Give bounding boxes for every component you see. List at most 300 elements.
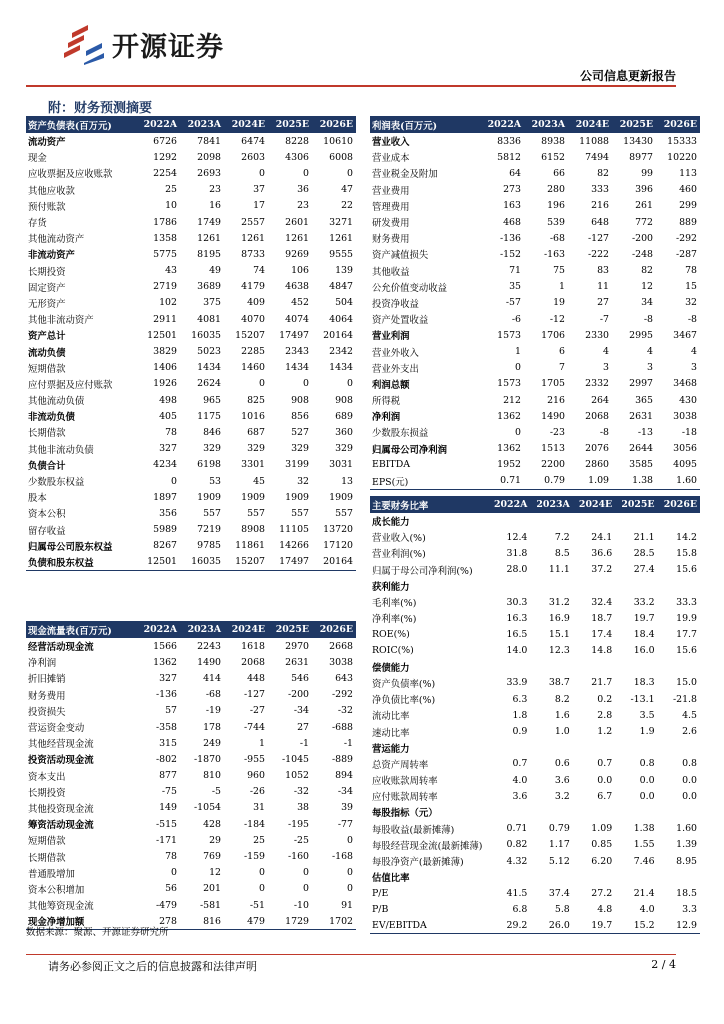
row-value: 4234 xyxy=(153,459,177,471)
row-value: 365 xyxy=(635,394,653,406)
row-value: 769 xyxy=(203,851,221,863)
row-value: 0.0 xyxy=(639,790,655,802)
row-value: 23 xyxy=(297,200,309,212)
row-value: -19 xyxy=(205,705,221,717)
row-value: -13 xyxy=(637,426,653,438)
table-row xyxy=(370,659,700,675)
row-value: 648 xyxy=(591,216,609,228)
row-value: 264 xyxy=(591,394,609,406)
row-value: 17.4 xyxy=(591,628,613,640)
table-row xyxy=(370,772,700,788)
row-value: 4179 xyxy=(241,281,265,293)
row-value: -7 xyxy=(599,313,609,325)
row-value: 2860 xyxy=(585,459,609,471)
row-value: 31 xyxy=(253,802,265,814)
row-value: 2.6 xyxy=(682,726,697,738)
row-value: 3 xyxy=(691,362,697,374)
row-value: 5.12 xyxy=(548,855,570,867)
row-value: 4074 xyxy=(285,313,309,325)
row-value: 4.0 xyxy=(512,774,528,786)
row-label: 其他非流动负债 xyxy=(28,444,94,456)
row-value: 1175 xyxy=(197,410,221,422)
row-label: 其他筹资现金流 xyxy=(28,901,94,913)
row-label: P/E xyxy=(372,887,389,899)
row-value: 8733 xyxy=(241,248,265,260)
row-value: 29 xyxy=(209,834,221,846)
row-label: 速动比率 xyxy=(372,727,410,739)
row-value: 4070 xyxy=(241,313,265,325)
table-row xyxy=(370,408,700,424)
row-value: 14.8 xyxy=(591,645,613,657)
table-row xyxy=(26,848,356,864)
table-row xyxy=(26,768,356,784)
row-value: 2719 xyxy=(153,281,177,293)
row-value: 479 xyxy=(224,913,268,929)
row-value: -195 xyxy=(287,818,309,830)
row-label: 营业费用 xyxy=(372,185,410,197)
year-header: 2026E xyxy=(656,116,700,133)
row-value: 2644 xyxy=(629,443,653,455)
row-value: 16 xyxy=(209,200,221,212)
table-row xyxy=(26,457,356,473)
row-value: 1618 xyxy=(241,640,265,652)
row-value: 0.82 xyxy=(506,839,528,851)
row-value: 2068 xyxy=(241,656,265,668)
row-value: 27.2 xyxy=(591,887,613,899)
table-row xyxy=(26,376,356,392)
row-label: 资产减值损失 xyxy=(372,250,429,262)
table-row xyxy=(26,489,356,505)
row-label: 所得税 xyxy=(372,396,401,408)
row-value: 846 xyxy=(203,426,221,438)
row-value xyxy=(658,804,700,820)
row-value: 3038 xyxy=(329,656,353,668)
row-label: 长期借款 xyxy=(28,852,66,864)
row-value: 9785 xyxy=(197,540,221,552)
row-value: 1052 xyxy=(285,770,309,782)
row-value: 30.3 xyxy=(506,596,528,608)
row-value: 460 xyxy=(679,184,697,196)
table-row xyxy=(370,133,700,149)
year-header: 2024E xyxy=(224,116,268,133)
year-header: 2022A xyxy=(136,621,180,638)
row-value: 498 xyxy=(159,394,177,406)
row-value: 9555 xyxy=(329,248,353,260)
row-value: 1729 xyxy=(268,913,312,929)
row-value: 0.0 xyxy=(597,774,613,786)
balance-sheet-table xyxy=(26,116,356,571)
income-statement-table xyxy=(370,116,700,490)
row-value: 0 xyxy=(303,378,309,390)
row-value: 1362 xyxy=(153,656,177,668)
row-value: 2601 xyxy=(285,216,309,228)
table-row xyxy=(26,522,356,538)
table-row xyxy=(370,707,700,723)
brand-name: 开源证券 xyxy=(112,31,224,63)
row-value: 1573 xyxy=(497,378,521,390)
row-value: 4.32 xyxy=(506,855,528,867)
row-value: 27 xyxy=(297,721,309,733)
row-value: 9269 xyxy=(285,248,309,260)
row-label: 财务费用 xyxy=(28,690,66,702)
row-value: -57 xyxy=(505,297,521,309)
row-value: 15.8 xyxy=(676,547,697,559)
row-value: 1292 xyxy=(153,151,177,163)
year-header: 2023A xyxy=(530,496,572,513)
row-label: 少数股东损益 xyxy=(372,428,429,440)
row-value: 1.09 xyxy=(568,473,612,489)
row-value: 0 xyxy=(303,867,309,879)
row-label: 总资产周转率 xyxy=(372,759,429,771)
table-row xyxy=(26,554,356,570)
row-value: 11861 xyxy=(235,540,265,552)
row-value: 4.8 xyxy=(597,904,613,916)
row-value: 106 xyxy=(291,265,309,277)
row-value: 6726 xyxy=(153,135,177,147)
row-value: -1870 xyxy=(193,753,221,765)
row-value: -1045 xyxy=(281,753,309,765)
row-value: 6.7 xyxy=(597,790,613,802)
row-value: 6474 xyxy=(241,135,265,147)
row-value: 2631 xyxy=(629,410,653,422)
row-value: 196 xyxy=(547,200,565,212)
row-value: 49 xyxy=(209,265,221,277)
row-value: 2693 xyxy=(197,167,221,179)
row-value: 689 xyxy=(335,410,353,422)
row-value: 2.8 xyxy=(597,709,613,721)
row-label: 应付票据及应付账款 xyxy=(28,379,113,391)
row-value: 2603 xyxy=(241,151,265,163)
table-row xyxy=(26,538,356,554)
row-value: 1434 xyxy=(329,362,353,374)
row-value: 278 xyxy=(136,913,180,929)
table-row xyxy=(26,505,356,521)
row-value: 8.2 xyxy=(554,693,570,705)
row-value: -127 xyxy=(243,689,265,701)
row-value: 7.2 xyxy=(554,531,570,543)
row-value: 1909 xyxy=(197,491,221,503)
row-value: 0 xyxy=(259,867,265,879)
row-value: 527 xyxy=(291,426,309,438)
row-value: 17 xyxy=(253,200,265,212)
table-row xyxy=(26,424,356,440)
row-value: -77 xyxy=(337,818,353,830)
row-value: 1261 xyxy=(241,232,265,244)
row-value: 261 xyxy=(635,200,653,212)
table-row xyxy=(26,816,356,832)
row-label: 折旧摊销 xyxy=(28,674,66,686)
row-label: 流动比率 xyxy=(372,711,410,723)
year-header: 2022A xyxy=(136,116,180,133)
row-value: 0 xyxy=(515,426,521,438)
table-row xyxy=(370,376,700,392)
row-value: 1926 xyxy=(153,378,177,390)
row-value: 14.2 xyxy=(676,531,697,543)
row-value: -802 xyxy=(155,753,177,765)
row-value xyxy=(488,804,530,820)
table-row xyxy=(26,165,356,181)
row-value: 4.5 xyxy=(682,709,697,721)
row-value: 0.0 xyxy=(682,790,697,802)
row-label: P/B xyxy=(372,904,389,916)
row-label: 负债合计 xyxy=(28,460,66,472)
row-value: 546 xyxy=(291,672,309,684)
row-value: 3056 xyxy=(673,443,697,455)
table-row xyxy=(370,392,700,408)
row-value: 1786 xyxy=(153,216,177,228)
row-value: 18.3 xyxy=(633,677,655,689)
row-value: 18.7 xyxy=(591,612,613,624)
source-note: 数据来源：聚源、开源证券研究所 xyxy=(26,927,169,938)
row-value: 4847 xyxy=(329,281,353,293)
row-value: 3031 xyxy=(329,459,353,471)
row-value: -248 xyxy=(631,248,653,260)
row-value: 47 xyxy=(341,184,353,196)
row-value: 1952 xyxy=(497,459,521,471)
row-value: 15.6 xyxy=(676,645,697,657)
row-value: -688 xyxy=(331,721,353,733)
row-value: 43 xyxy=(165,265,177,277)
table-row xyxy=(370,837,700,853)
table-row xyxy=(26,638,356,654)
table-row xyxy=(370,740,700,756)
row-value xyxy=(530,513,572,529)
table-row xyxy=(26,295,356,311)
row-value: -68 xyxy=(549,232,565,244)
row-value xyxy=(615,804,657,820)
table-row xyxy=(370,473,700,489)
table-row xyxy=(370,869,700,885)
row-value: 0 xyxy=(303,883,309,895)
row-value: 33.3 xyxy=(676,596,697,608)
row-value: 18.5 xyxy=(676,887,697,899)
row-value: -1 xyxy=(299,737,309,749)
table-row xyxy=(26,441,356,457)
row-value: 21.4 xyxy=(633,887,655,899)
row-value: 12 xyxy=(641,281,653,293)
row-value: 24.1 xyxy=(591,531,613,543)
row-value: 78 xyxy=(685,265,697,277)
row-value: 3271 xyxy=(329,216,353,228)
row-value: 139 xyxy=(335,265,353,277)
row-label: 营运能力 xyxy=(372,743,410,755)
row-value: 3467 xyxy=(673,329,697,341)
row-value: 91 xyxy=(341,899,353,911)
row-value: 375 xyxy=(203,297,221,309)
row-label: 应付账款周转率 xyxy=(372,792,438,804)
row-value: 825 xyxy=(247,394,265,406)
row-value: 2330 xyxy=(585,329,609,341)
table-row xyxy=(370,675,700,691)
table-row xyxy=(26,719,356,735)
row-value: 1706 xyxy=(541,329,565,341)
table-row xyxy=(370,804,700,820)
row-value: 102 xyxy=(159,297,177,309)
table-row xyxy=(26,149,356,165)
row-value: 17.7 xyxy=(676,628,697,640)
row-value: 4 xyxy=(603,346,609,358)
table-row xyxy=(370,853,700,869)
row-label: 获利能力 xyxy=(372,581,410,593)
row-value: 0.0 xyxy=(639,774,655,786)
row-label: 投资损失 xyxy=(28,706,66,718)
row-value: -479 xyxy=(155,899,177,911)
table-row xyxy=(370,821,700,837)
row-value: 0 xyxy=(347,867,353,879)
row-label: 财务费用 xyxy=(372,234,410,246)
row-label: 资本支出 xyxy=(28,771,66,783)
year-header: 2024E xyxy=(224,621,268,638)
row-value: 4 xyxy=(647,346,653,358)
financial-ratios-table xyxy=(370,496,700,934)
table-row xyxy=(26,327,356,343)
row-value: -515 xyxy=(155,818,177,830)
row-label: 留存收益 xyxy=(28,525,66,537)
row-value: 82 xyxy=(597,167,609,179)
row-label: 归属母公司股东权益 xyxy=(28,541,113,553)
row-value: 1.9 xyxy=(639,726,655,738)
row-label: 负债和股东权益 xyxy=(26,554,136,570)
table-row xyxy=(26,343,356,359)
row-value: 27 xyxy=(597,297,609,309)
row-value: 409 xyxy=(247,297,265,309)
row-value: 37 xyxy=(253,184,265,196)
table-row xyxy=(370,457,700,473)
year-header: 2025E xyxy=(268,116,312,133)
row-value: 0.8 xyxy=(639,758,655,770)
row-value: 17120 xyxy=(323,540,353,552)
row-value: 16.0 xyxy=(633,645,655,657)
row-label: 股本 xyxy=(28,493,47,505)
row-value: 1.38 xyxy=(633,823,655,835)
row-value: 396 xyxy=(635,184,653,196)
row-value: -127 xyxy=(587,232,609,244)
document-type: 公司信息更新报告 xyxy=(579,69,676,83)
row-value xyxy=(530,740,572,756)
row-value xyxy=(658,869,700,885)
table-row xyxy=(370,756,700,772)
table-row xyxy=(26,133,356,149)
row-value: 2997 xyxy=(629,378,653,390)
row-value: 4064 xyxy=(329,313,353,325)
table-row xyxy=(370,691,700,707)
row-value: 1490 xyxy=(541,410,565,422)
row-value: 2631 xyxy=(285,656,309,668)
row-value: 7 xyxy=(559,362,565,374)
row-value: 2970 xyxy=(285,640,309,652)
row-value xyxy=(488,513,530,529)
table-row xyxy=(26,214,356,230)
row-value: 7.46 xyxy=(633,855,655,867)
row-value: 5812 xyxy=(497,151,521,163)
row-value: 12501 xyxy=(136,554,180,570)
row-value: 4081 xyxy=(197,313,221,325)
row-value xyxy=(530,578,572,594)
row-label: 非流动负债 xyxy=(28,412,75,424)
row-label: 长期投资 xyxy=(28,787,66,799)
row-value: 772 xyxy=(635,216,653,228)
row-value: 448 xyxy=(247,672,265,684)
row-value: 41.5 xyxy=(506,887,528,899)
row-value: -68 xyxy=(205,689,221,701)
footer-divider xyxy=(26,954,676,955)
row-value: 83 xyxy=(597,265,609,277)
row-value: 12.9 xyxy=(658,918,700,934)
row-value: 3038 xyxy=(673,410,697,422)
row-value: 2285 xyxy=(241,346,265,358)
row-label: 估值比率 xyxy=(372,873,410,885)
row-value: 908 xyxy=(335,394,353,406)
row-value: 557 xyxy=(335,507,353,519)
row-label: 其他流动资产 xyxy=(28,234,85,246)
row-value: -292 xyxy=(675,232,697,244)
row-value: 15207 xyxy=(235,329,265,341)
row-value: 113 xyxy=(679,167,697,179)
table-row xyxy=(370,441,700,457)
row-value: 16035 xyxy=(191,329,221,341)
table-row xyxy=(370,918,700,934)
table-row xyxy=(370,643,700,659)
row-value: 2668 xyxy=(329,640,353,652)
row-value: 1.2 xyxy=(597,726,613,738)
row-value: 45 xyxy=(253,475,265,487)
row-value: 280 xyxy=(547,184,565,196)
table-row xyxy=(26,230,356,246)
table-row xyxy=(370,578,700,594)
row-value: 0.71 xyxy=(506,823,528,835)
row-value: 0 xyxy=(171,475,177,487)
row-value: 28.0 xyxy=(506,564,528,576)
row-value: 23 xyxy=(209,184,221,196)
row-value: 26.0 xyxy=(530,918,572,934)
row-value xyxy=(530,869,572,885)
row-label: 固定资产 xyxy=(28,282,66,294)
row-value: 20164 xyxy=(323,329,353,341)
row-value: 327 xyxy=(159,443,177,455)
row-value: 327 xyxy=(159,672,177,684)
table-row xyxy=(370,230,700,246)
row-label: 营运资金变动 xyxy=(28,723,85,735)
row-value: 1.60 xyxy=(656,473,700,489)
row-label: 其他经营现金流 xyxy=(28,739,94,751)
table-row xyxy=(26,751,356,767)
year-header: 2022A xyxy=(488,496,530,513)
row-value: 1460 xyxy=(241,362,265,374)
row-value xyxy=(573,804,615,820)
table-row xyxy=(370,626,700,642)
row-value: 1 xyxy=(515,346,521,358)
table-row xyxy=(370,360,700,376)
row-value: 8336 xyxy=(497,135,521,147)
row-value xyxy=(530,804,572,820)
row-value xyxy=(573,659,615,675)
row-value: 71 xyxy=(509,265,521,277)
row-value: 6198 xyxy=(197,459,221,471)
row-value: 273 xyxy=(503,184,521,196)
row-value: 0 xyxy=(303,167,309,179)
row-label: 净利率(%) xyxy=(372,614,417,626)
row-label: 营业外收入 xyxy=(372,347,419,359)
row-label: 长期投资 xyxy=(28,266,66,278)
row-label: 营业利润(%) xyxy=(372,549,426,561)
row-value: 0.6 xyxy=(554,758,570,770)
row-value: 3.5 xyxy=(639,709,655,721)
row-label: 长期借款 xyxy=(28,428,66,440)
table-title: 主要财务比率 xyxy=(370,496,488,513)
row-value xyxy=(573,869,615,885)
year-header: 2023A xyxy=(524,116,568,133)
header-divider xyxy=(26,85,676,87)
